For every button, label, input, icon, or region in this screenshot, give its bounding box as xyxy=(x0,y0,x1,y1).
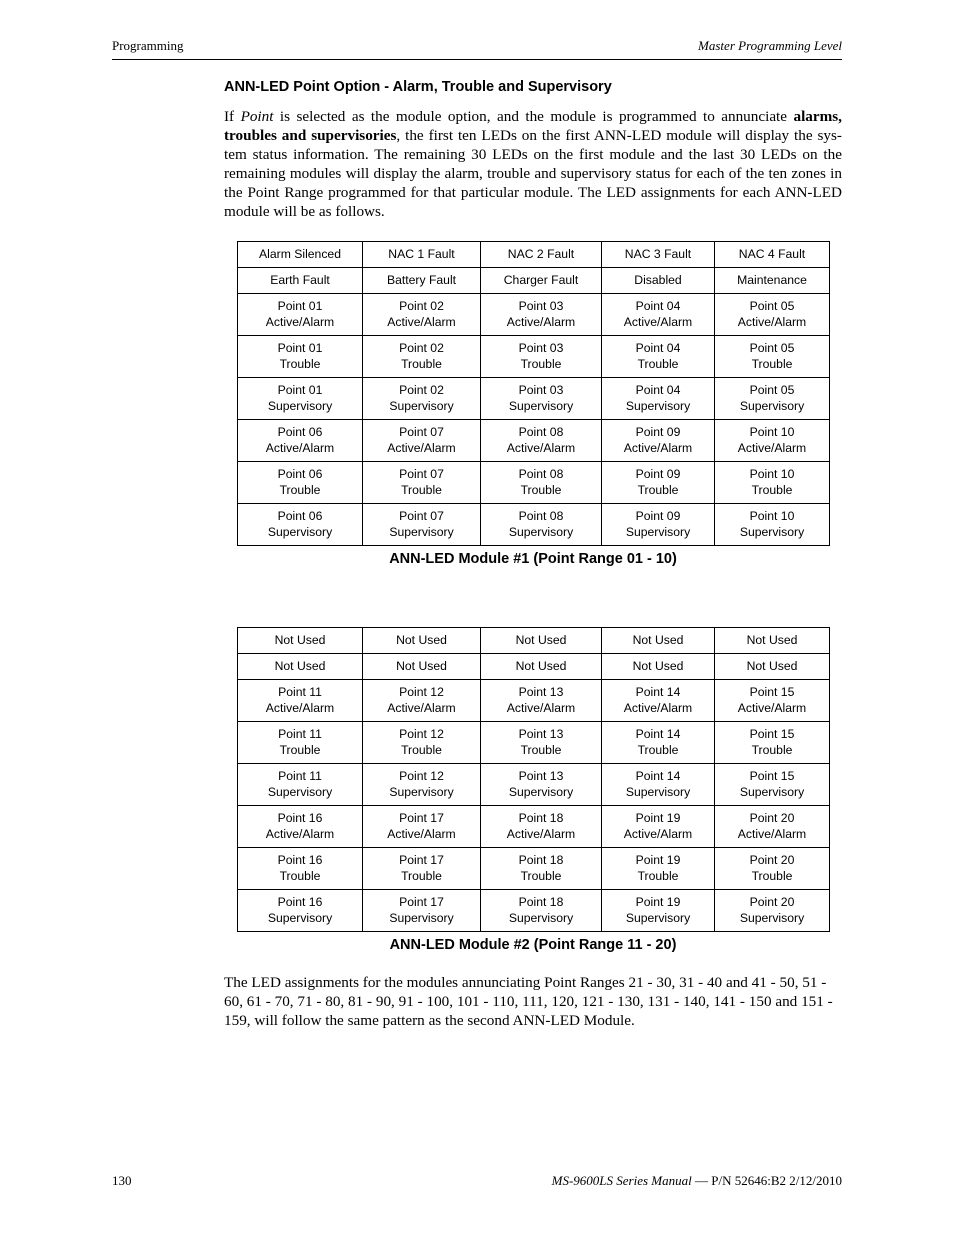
led-cell xyxy=(602,680,715,722)
led-cell-line: Active/Alarm xyxy=(737,826,807,841)
led-cell-line: Point 16 xyxy=(277,895,323,909)
led-cell xyxy=(602,764,715,806)
led-cell-line: Point 02 xyxy=(399,341,444,355)
led-cell xyxy=(363,378,481,420)
led-cell-line: Active/Alarm xyxy=(265,826,335,841)
table-row xyxy=(238,628,830,654)
led-cell-line: Point 07 xyxy=(399,509,444,523)
page-number: 130 xyxy=(112,1173,132,1188)
led-cell-line: Point 03 xyxy=(518,341,564,355)
led-cell-line: Trouble xyxy=(279,868,321,883)
table-row xyxy=(238,242,830,268)
led-cell xyxy=(602,654,715,680)
led-cell xyxy=(602,378,715,420)
led-cell-line: Active/Alarm xyxy=(737,314,807,329)
led-cell-line: Trouble xyxy=(637,356,679,371)
led-cell-line: Point 05 xyxy=(749,341,795,355)
led-cell-line: Point 06 xyxy=(277,509,323,523)
led-cell xyxy=(481,294,602,336)
led-cell xyxy=(238,420,363,462)
led-cell-line: Point 13 xyxy=(518,685,564,699)
led-cell-line: Trouble xyxy=(520,482,562,497)
led-cell-line: Trouble xyxy=(637,482,679,497)
led-cell-line: Point 15 xyxy=(749,769,795,783)
led-cell-line: Point 14 xyxy=(635,769,681,783)
led-cell xyxy=(481,764,602,806)
led-cell xyxy=(715,680,830,722)
led-cell-line: Point 01 xyxy=(277,299,323,313)
led-cell-line: Earth Fault xyxy=(270,272,330,287)
led-cell-line: Active/Alarm xyxy=(506,314,576,329)
page-header xyxy=(112,37,842,60)
led-cell-line: Supervisory xyxy=(267,398,333,413)
table-row xyxy=(238,462,830,504)
led-cell-line: Disabled xyxy=(634,272,682,287)
led-cell-line: NAC 2 Fault xyxy=(507,246,575,261)
led-cell xyxy=(715,420,830,462)
led-cell xyxy=(481,628,602,654)
led-cell xyxy=(602,848,715,890)
led-cell xyxy=(238,848,363,890)
led-cell-line: Point 04 xyxy=(635,299,681,313)
table-row xyxy=(238,336,830,378)
led-cell xyxy=(238,654,363,680)
led-cell-line: Point 17 xyxy=(399,895,444,909)
intro-text-1: If xyxy=(224,108,241,125)
led-cell-line: Supervisory xyxy=(739,910,805,925)
led-cell-line: Trouble xyxy=(279,356,321,371)
led-cell-line: Battery Fault xyxy=(386,272,457,287)
led-cell xyxy=(363,628,481,654)
led-cell-line: Point 15 xyxy=(749,685,795,699)
led-cell-line: Supervisory xyxy=(625,524,691,539)
led-cell xyxy=(238,806,363,848)
led-cell-line: Point 18 xyxy=(518,895,564,909)
intro-paragraph xyxy=(224,108,842,221)
led-cell-line: Supervisory xyxy=(267,910,333,925)
led-cell xyxy=(602,806,715,848)
led-cell xyxy=(238,628,363,654)
led-cell-line: Point 19 xyxy=(635,853,681,867)
table-row xyxy=(238,654,830,680)
led-cell-line: Not Used xyxy=(632,632,684,647)
led-cell-line: Active/Alarm xyxy=(623,440,693,455)
led-cell-line: Trouble xyxy=(401,482,442,497)
led-cell-line: Not Used xyxy=(396,658,447,673)
led-cell-line: Active/Alarm xyxy=(387,700,456,715)
led-cell xyxy=(481,890,602,932)
led-cell-line: Point 20 xyxy=(749,895,795,909)
table-row xyxy=(238,680,830,722)
led-cell-line: Trouble xyxy=(279,482,321,497)
led-cell-line: Point 03 xyxy=(518,299,564,313)
module1-caption: ANN-LED Module #1 (Point Range 01 - 10) xyxy=(389,551,677,567)
led-cell xyxy=(715,462,830,504)
led-cell-line: Active/Alarm xyxy=(623,700,693,715)
led-cell-line: Supervisory xyxy=(389,784,454,799)
led-cell xyxy=(238,242,363,268)
module2-led-table xyxy=(237,627,830,932)
led-cell xyxy=(363,890,481,932)
led-cell xyxy=(481,462,602,504)
led-cell xyxy=(481,242,602,268)
led-cell xyxy=(715,890,830,932)
intro-point-term: Point xyxy=(240,108,274,125)
footer-manual-title: MS-9600LS Series Manual xyxy=(551,1173,692,1188)
led-cell-line: Not Used xyxy=(515,658,567,673)
led-cell-line: Trouble xyxy=(751,356,793,371)
table-row xyxy=(238,378,830,420)
led-cell-line: Not Used xyxy=(274,658,326,673)
led-cell-line: Active/Alarm xyxy=(737,700,807,715)
led-cell-line: Point 20 xyxy=(749,853,795,867)
led-cell-line: Point 16 xyxy=(277,811,323,825)
led-cell-line: Supervisory xyxy=(625,398,691,413)
led-cell xyxy=(363,764,481,806)
led-cell-line: NAC 1 Fault xyxy=(388,246,455,261)
header-chapter-title: Master Programming Level xyxy=(698,38,842,53)
led-cell-line: Point 01 xyxy=(277,341,323,355)
table-row xyxy=(238,722,830,764)
led-cell xyxy=(363,722,481,764)
led-cell xyxy=(715,654,830,680)
led-cell xyxy=(363,806,481,848)
led-cell-line: Supervisory xyxy=(739,524,805,539)
led-cell xyxy=(481,420,602,462)
led-cell xyxy=(238,504,363,546)
led-cell-line: NAC 4 Fault xyxy=(738,246,806,261)
led-cell-line: Point 10 xyxy=(749,467,795,481)
led-cell-line: Point 19 xyxy=(635,895,681,909)
led-cell xyxy=(238,764,363,806)
table-row xyxy=(238,268,830,294)
led-cell xyxy=(238,890,363,932)
led-cell-line: Active/Alarm xyxy=(623,826,693,841)
led-cell-line: Trouble xyxy=(520,868,562,883)
led-cell-line: Active/Alarm xyxy=(387,440,456,455)
led-cell-line: Not Used xyxy=(632,658,684,673)
led-cell-line: Supervisory xyxy=(389,910,454,925)
led-cell-line: Supervisory xyxy=(389,524,454,539)
led-cell xyxy=(238,680,363,722)
led-cell-line: Supervisory xyxy=(267,524,333,539)
led-cell xyxy=(602,722,715,764)
led-cell-line: Point 11 xyxy=(278,769,322,783)
led-cell-line: Trouble xyxy=(401,742,442,757)
led-cell-line: Supervisory xyxy=(508,524,574,539)
led-cell xyxy=(715,806,830,848)
led-cell xyxy=(715,294,830,336)
led-cell-line: Point 09 xyxy=(635,467,681,481)
led-cell-line: Point 08 xyxy=(518,467,564,481)
led-cell-line: Active/Alarm xyxy=(737,440,807,455)
led-cell-line: Point 04 xyxy=(635,383,681,397)
led-cell xyxy=(602,294,715,336)
intro-text-2: is selected as the module option, and the module is programmed to annunciate xyxy=(273,108,794,125)
led-cell xyxy=(238,336,363,378)
led-cell xyxy=(481,336,602,378)
led-cell xyxy=(715,268,830,294)
led-cell-line: Point 13 xyxy=(518,769,564,783)
led-cell-line: Trouble xyxy=(520,356,562,371)
led-cell xyxy=(602,628,715,654)
led-cell xyxy=(481,680,602,722)
led-cell xyxy=(363,504,481,546)
footer-manual-info xyxy=(552,1173,842,1189)
led-cell-line: Not Used xyxy=(746,632,798,647)
led-cell-line: Point 05 xyxy=(749,383,795,397)
led-cell xyxy=(363,848,481,890)
led-cell-line: Point 03 xyxy=(518,383,564,397)
closing-paragraph: The LED assignments for the modules annunciating Point Ranges 21 - 30, 31 - 40 and 41 - 50, 51 - 60, 61 - 70, 71 - 80, 81 - 90, 91 - 100, 101 - 110, 111, 120, 121 - 130, 131 - 140, 141 - 150 and 151 - 159, will follow the same pattern as the second ANN-LED Module. xyxy=(224,974,833,1029)
led-cell-line: Point 07 xyxy=(399,425,444,439)
led-cell-line: Point 13 xyxy=(518,727,564,741)
led-cell xyxy=(602,420,715,462)
led-cell xyxy=(481,654,602,680)
led-cell-line: Active/Alarm xyxy=(506,826,576,841)
led-cell-line: Point 07 xyxy=(399,467,444,481)
led-cell xyxy=(238,294,363,336)
led-cell-line: Point 14 xyxy=(635,727,681,741)
led-cell-line: NAC 3 Fault xyxy=(624,246,692,261)
led-cell-line: Active/Alarm xyxy=(506,440,576,455)
led-cell xyxy=(481,504,602,546)
led-cell-line: Supervisory xyxy=(625,910,691,925)
led-cell-line: Alarm Silenced xyxy=(259,246,341,261)
led-cell xyxy=(363,462,481,504)
module1-led-table xyxy=(237,241,830,546)
led-cell xyxy=(481,806,602,848)
led-cell-line: Trouble xyxy=(637,868,679,883)
led-cell-line: Supervisory xyxy=(508,784,574,799)
led-cell-line: Trouble xyxy=(520,742,562,757)
led-cell-line: Point 09 xyxy=(635,425,681,439)
led-cell-line: Supervisory xyxy=(508,398,574,413)
table-row xyxy=(238,806,830,848)
led-cell xyxy=(238,268,363,294)
led-cell xyxy=(715,764,830,806)
led-cell-line: Point 10 xyxy=(749,509,795,523)
led-cell xyxy=(363,654,481,680)
led-cell-line: Point 14 xyxy=(635,685,681,699)
led-cell xyxy=(238,722,363,764)
led-cell-line: Point 02 xyxy=(399,299,444,313)
led-cell xyxy=(602,336,715,378)
led-cell xyxy=(602,268,715,294)
led-cell-line: Not Used xyxy=(396,632,447,647)
led-cell xyxy=(602,504,715,546)
led-cell-line: Point 12 xyxy=(399,769,444,783)
led-cell-line: Point 17 xyxy=(399,853,444,867)
led-cell xyxy=(481,848,602,890)
led-cell-line: Point 04 xyxy=(635,341,681,355)
table-row xyxy=(238,504,830,546)
led-cell-line: Active/Alarm xyxy=(623,314,693,329)
led-cell-line: Trouble xyxy=(751,868,793,883)
table-row xyxy=(238,848,830,890)
led-cell xyxy=(363,268,481,294)
led-cell-line: Point 20 xyxy=(749,811,795,825)
led-cell-line: Point 01 xyxy=(277,383,323,397)
led-cell-line: Trouble xyxy=(401,868,442,883)
led-cell-line: Point 06 xyxy=(277,425,323,439)
module2-caption: ANN-LED Module #2 (Point Range 11 - 20) xyxy=(389,937,677,953)
led-cell-line: Supervisory xyxy=(625,784,691,799)
led-cell-line: Trouble xyxy=(637,742,679,757)
led-cell xyxy=(238,378,363,420)
section-heading: ANN-LED Point Option - Alarm, Trouble and Supervisory xyxy=(224,79,612,95)
led-cell xyxy=(602,462,715,504)
led-cell-line: Point 17 xyxy=(399,811,444,825)
led-cell xyxy=(481,378,602,420)
led-cell-line: Supervisory xyxy=(389,398,454,413)
led-cell-line: Point 05 xyxy=(749,299,795,313)
table-row xyxy=(238,890,830,932)
led-cell-line: Maintenance xyxy=(737,272,807,287)
led-cell xyxy=(602,890,715,932)
led-cell xyxy=(602,242,715,268)
led-cell-line: Supervisory xyxy=(739,784,805,799)
led-cell-line: Point 11 xyxy=(278,685,322,699)
led-cell-line: Trouble xyxy=(401,356,442,371)
led-cell xyxy=(715,336,830,378)
led-cell-line: Point 08 xyxy=(518,425,564,439)
led-cell-line: Supervisory xyxy=(739,398,805,413)
led-cell-line: Point 12 xyxy=(399,727,444,741)
led-cell-line: Trouble xyxy=(751,482,793,497)
led-cell-line: Point 11 xyxy=(278,727,322,741)
led-cell xyxy=(363,420,481,462)
led-cell-line: Supervisory xyxy=(267,784,333,799)
led-cell-line: Supervisory xyxy=(508,910,574,925)
led-cell xyxy=(715,242,830,268)
led-cell-line: Point 12 xyxy=(399,685,444,699)
table-row xyxy=(238,764,830,806)
led-cell-line: Point 02 xyxy=(399,383,444,397)
led-cell-line: Not Used xyxy=(515,632,567,647)
intro-bold-terms: alarms, troubles and supervisories xyxy=(224,108,842,144)
led-cell-line: Point 18 xyxy=(518,853,564,867)
led-cell-line: Trouble xyxy=(751,742,793,757)
led-cell-line: Active/Alarm xyxy=(387,314,456,329)
led-cell-line: Active/Alarm xyxy=(506,700,576,715)
led-cell-line: Point 16 xyxy=(277,853,323,867)
led-cell-line: Active/Alarm xyxy=(265,700,335,715)
led-cell-line: Point 08 xyxy=(518,509,564,523)
header-section-name: Programming xyxy=(112,38,184,53)
led-cell xyxy=(481,722,602,764)
led-cell xyxy=(238,462,363,504)
led-cell xyxy=(363,336,481,378)
led-cell-line: Not Used xyxy=(274,632,326,647)
led-cell xyxy=(363,294,481,336)
led-cell xyxy=(363,680,481,722)
led-cell-line: Point 19 xyxy=(635,811,681,825)
led-cell xyxy=(715,848,830,890)
footer-part-number: — P/N 52646:B2 2/12/2010 xyxy=(691,1173,842,1188)
led-cell-line: Point 06 xyxy=(277,467,323,481)
led-cell-line: Active/Alarm xyxy=(265,314,335,329)
led-cell xyxy=(715,722,830,764)
led-cell-line: Point 18 xyxy=(518,811,564,825)
led-cell-line: Point 10 xyxy=(749,425,795,439)
led-cell xyxy=(715,504,830,546)
led-cell xyxy=(715,378,830,420)
led-cell xyxy=(715,628,830,654)
table-row xyxy=(238,420,830,462)
led-cell-line: Charger Fault xyxy=(503,272,579,287)
led-cell xyxy=(363,242,481,268)
led-cell-line: Point 15 xyxy=(749,727,795,741)
led-cell-line: Active/Alarm xyxy=(265,440,335,455)
table-row xyxy=(238,294,830,336)
led-cell-line: Point 09 xyxy=(635,509,681,523)
led-cell xyxy=(481,268,602,294)
led-cell-line: Trouble xyxy=(279,742,321,757)
led-cell-line: Active/Alarm xyxy=(387,826,456,841)
led-cell-line: Not Used xyxy=(746,658,798,673)
intro-text-3: , the first ten LEDs on the first ANN-LED module will display the sys-tem status information. The remaining 30 LEDs on the first module and the last 30 LEDs on the remaining modules will display the alarm, trouble and supervisory status for each of the ten zones in the Point Range programmed for that particular module. The LED assignments for each ANN-LED module will be as follows. xyxy=(224,126,842,220)
